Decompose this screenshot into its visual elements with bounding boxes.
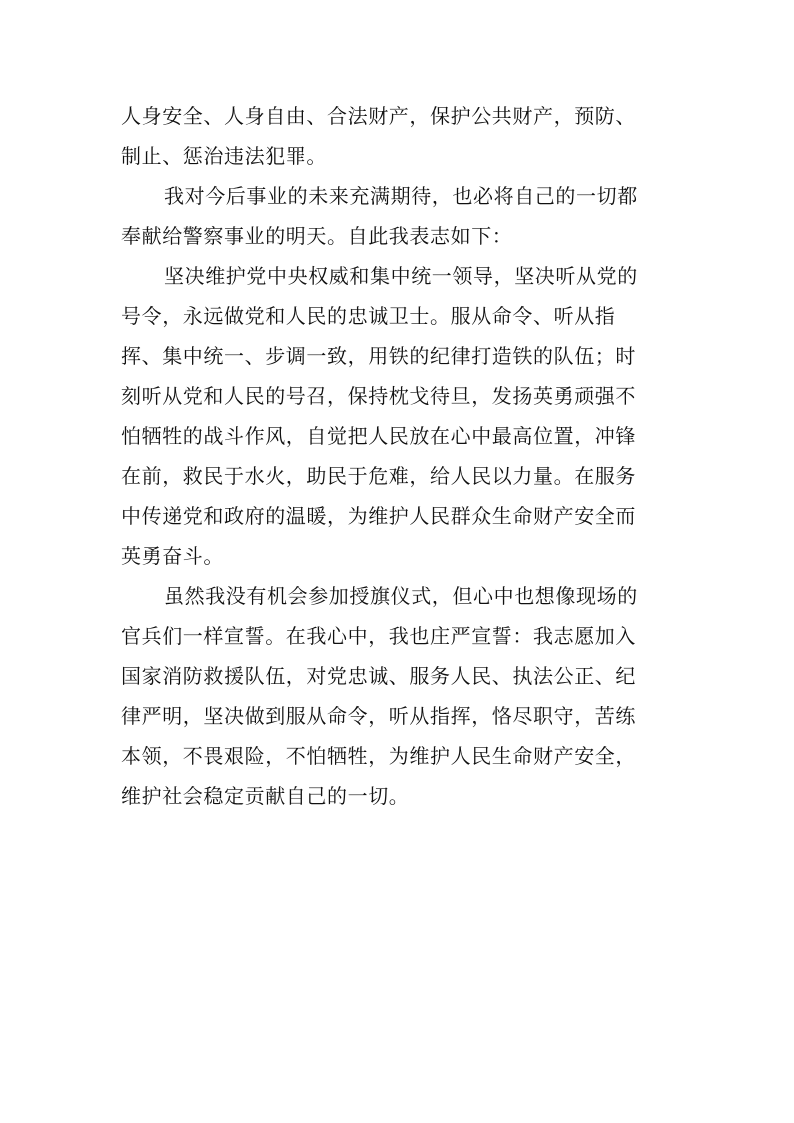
paragraph-first-line: 虽然我没有机会参加授旗仪式，但心中也想像现场的: [164, 584, 638, 608]
text-line: 奉献给警察事业的明天。自此我表志如下：: [121, 224, 513, 248]
text-line: 怕牺牲的战斗作风，自觉把人民放在心中最高位置，冲锋: [121, 424, 636, 448]
paragraph-first-line: 我对今后事业的未来充满期待，也必将自己的一切都: [164, 184, 638, 208]
text-line: 在前，救民于水火，助民于危难，给人民以力量。在服务: [121, 464, 636, 488]
text-line: 中传递党和政府的温暖，为维护人民群众生命财产安全而: [121, 504, 636, 528]
text-line: 英勇奋斗。: [121, 544, 224, 568]
text-line: 号令，永远做党和人民的忠诚卫士。服从命令、听从指: [121, 304, 616, 328]
paragraph-first-line: 坚决维护党中央权威和集中统一领导，坚决听从党的: [164, 264, 638, 288]
text-line: 挥、集中统一、步调一致，用铁的纪律打造铁的队伍；时: [121, 344, 636, 368]
document-body: [121, 96, 661, 816]
text-line: 人身安全、人身自由、合法财产，保护公共财产，预防、: [121, 104, 636, 128]
text-line: 官兵们一样宣誓。在我心中，我也庄严宣誓：我志愿加入: [121, 624, 636, 648]
text-line: 本领，不畏艰险，不怕牺牲，为维护人民生命财产安全，: [121, 744, 636, 768]
text-line: 刻听从党和人民的号召，保持枕戈待旦，发扬英勇顽强不: [121, 384, 636, 408]
text-line: 国家消防救援队伍，对党忠诚、服务人民、执法公正、纪: [121, 664, 636, 688]
text-line: 制止、惩治违法犯罪。: [121, 144, 327, 168]
text-line: 律严明，坚决做到服从命令，听从指挥，恪尽职守，苦练: [121, 704, 636, 728]
text-line: 维护社会稳定贡献自己的一切。: [121, 784, 410, 808]
